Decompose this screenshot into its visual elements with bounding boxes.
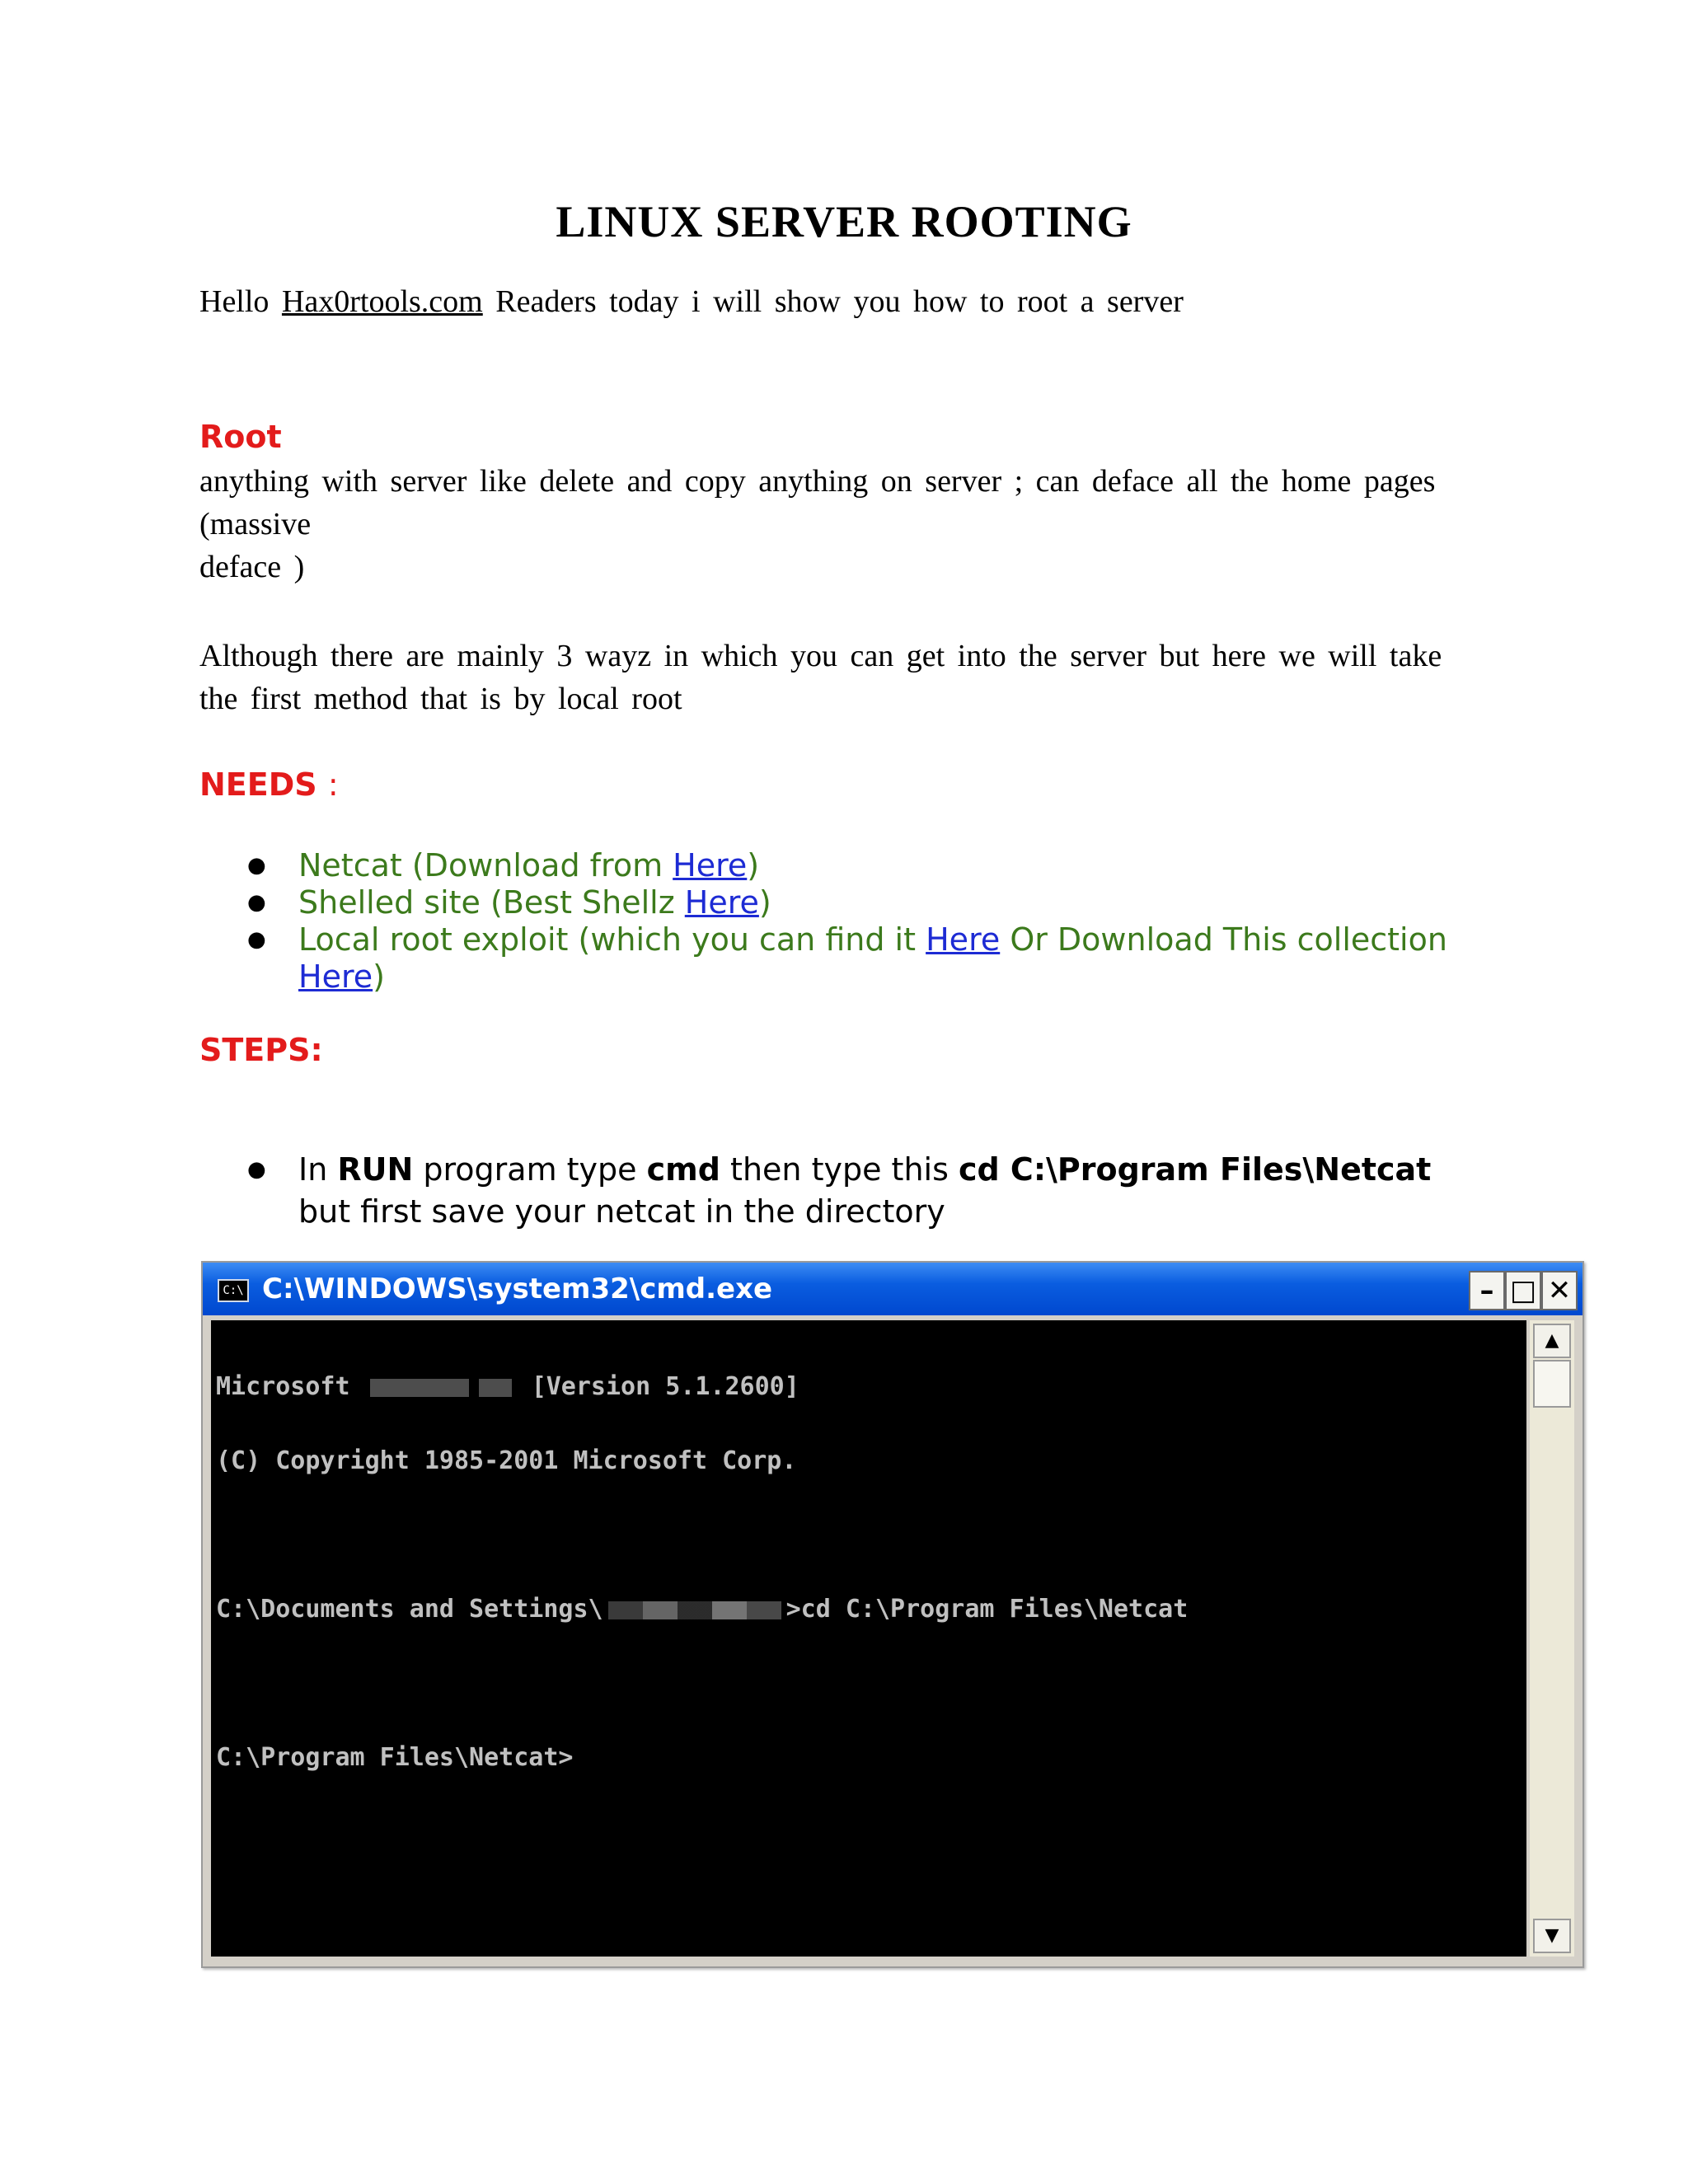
- arrow-down-icon[interactable]: ▼: [1533, 1919, 1571, 1953]
- step-line-2: but first save your netcat in the directory: [298, 1193, 945, 1230]
- need-link-collection[interactable]: Here: [298, 958, 373, 995]
- cmd-scrollbar[interactable]: [1530, 1320, 1574, 1957]
- console-text: [Version 5.1.2600]: [531, 1372, 799, 1401]
- redacted-block: [370, 1379, 469, 1397]
- although-paragraph: Although there are mainly 3 wayz in which you can get into the server but here we will take the first method that is by local root: [199, 639, 1442, 716]
- list-item: [247, 884, 1484, 921]
- bullet-icon: ●: [247, 890, 266, 915]
- needs-heading: [199, 766, 339, 803]
- step-text: then type this: [720, 1151, 959, 1188]
- close-button[interactable]: ✕: [1541, 1271, 1578, 1310]
- console-blank-line: [216, 1523, 1188, 1548]
- step-bold-command: cd C:\Program Files\Netcat: [958, 1151, 1432, 1188]
- bullet-icon: ●: [247, 853, 266, 878]
- redacted-block: [479, 1379, 512, 1397]
- cmd-system-icon[interactable]: C:\: [218, 1279, 249, 1302]
- console-line: [216, 1597, 1188, 1622]
- need-after: ): [373, 958, 385, 995]
- root-line-2: (massive: [199, 507, 312, 541]
- page-title: LINUX SERVER ROOTING: [556, 197, 1132, 246]
- arrow-up-icon[interactable]: ▲: [1533, 1324, 1571, 1358]
- console-line: [216, 1372, 1188, 1401]
- console-text: >cd C:\Program Files\Netcat: [785, 1595, 1189, 1624]
- list-item: [247, 921, 1484, 996]
- step-bold-run: RUN: [337, 1151, 414, 1188]
- need-after: ): [758, 884, 771, 921]
- steps-list: [247, 1149, 1484, 1233]
- list-item: [247, 1149, 1484, 1233]
- intro-rest: Readers today i will show you how to root a server: [495, 284, 1184, 319]
- console-prompt: C:\Program Files\Netcat>: [216, 1743, 574, 1772]
- console-text: Microsoft: [216, 1372, 365, 1401]
- need-link-shellz[interactable]: Here: [684, 884, 759, 921]
- need-link-exploit[interactable]: Here: [926, 921, 1001, 958]
- steps-heading: STEPS:: [199, 1032, 323, 1068]
- redacted-username: [608, 1601, 781, 1619]
- root-heading: Root: [199, 419, 282, 455]
- scroll-thumb[interactable]: [1533, 1360, 1571, 1408]
- console-output: [216, 1325, 1188, 1820]
- need-middle: Or Download This collection: [1000, 921, 1447, 958]
- step-bold-cmd: cmd: [646, 1151, 720, 1188]
- root-line-3: deface ): [199, 550, 305, 584]
- need-text: Local root exploit (which you can find it: [298, 921, 926, 958]
- need-after: ): [747, 847, 760, 883]
- console-blank-line: [216, 1671, 1188, 1696]
- step-text: In: [298, 1151, 338, 1188]
- need-text: Netcat (Download from: [298, 847, 673, 883]
- cmd-titlebar[interactable]: [203, 1263, 1582, 1315]
- intro-paragraph: [199, 284, 1184, 320]
- need-text: Shelled site (Best Shellz: [298, 884, 685, 921]
- cmd-window: [201, 1261, 1584, 1968]
- site-link[interactable]: Hax0rtools.com: [281, 284, 483, 319]
- needs-heading-text: NEEDS: [199, 766, 317, 803]
- need-link-netcat[interactable]: Here: [673, 847, 748, 883]
- root-line-1: anything with server like delete and copy anything on server ; can deface all the home pages: [199, 464, 1436, 499]
- bullet-icon: ●: [247, 927, 266, 952]
- bullet-icon: ●: [247, 1157, 266, 1182]
- console-text: C:\Documents and Settings\: [216, 1595, 603, 1624]
- needs-list: [247, 847, 1484, 996]
- intro-hello: Hello: [199, 284, 270, 319]
- maximize-button[interactable]: □: [1505, 1271, 1541, 1310]
- list-item: [247, 847, 1484, 884]
- cmd-console[interactable]: [211, 1320, 1526, 1957]
- step-text: program type: [413, 1151, 647, 1188]
- minimize-button[interactable]: –: [1469, 1271, 1505, 1310]
- root-description: [199, 460, 1452, 588]
- needs-heading-colon: :: [327, 766, 339, 803]
- console-line: (C) Copyright 1985-2001 Microsoft Corp.: [216, 1446, 797, 1475]
- cmd-window-title: C:\WINDOWS\system32\cmd.exe: [262, 1272, 773, 1305]
